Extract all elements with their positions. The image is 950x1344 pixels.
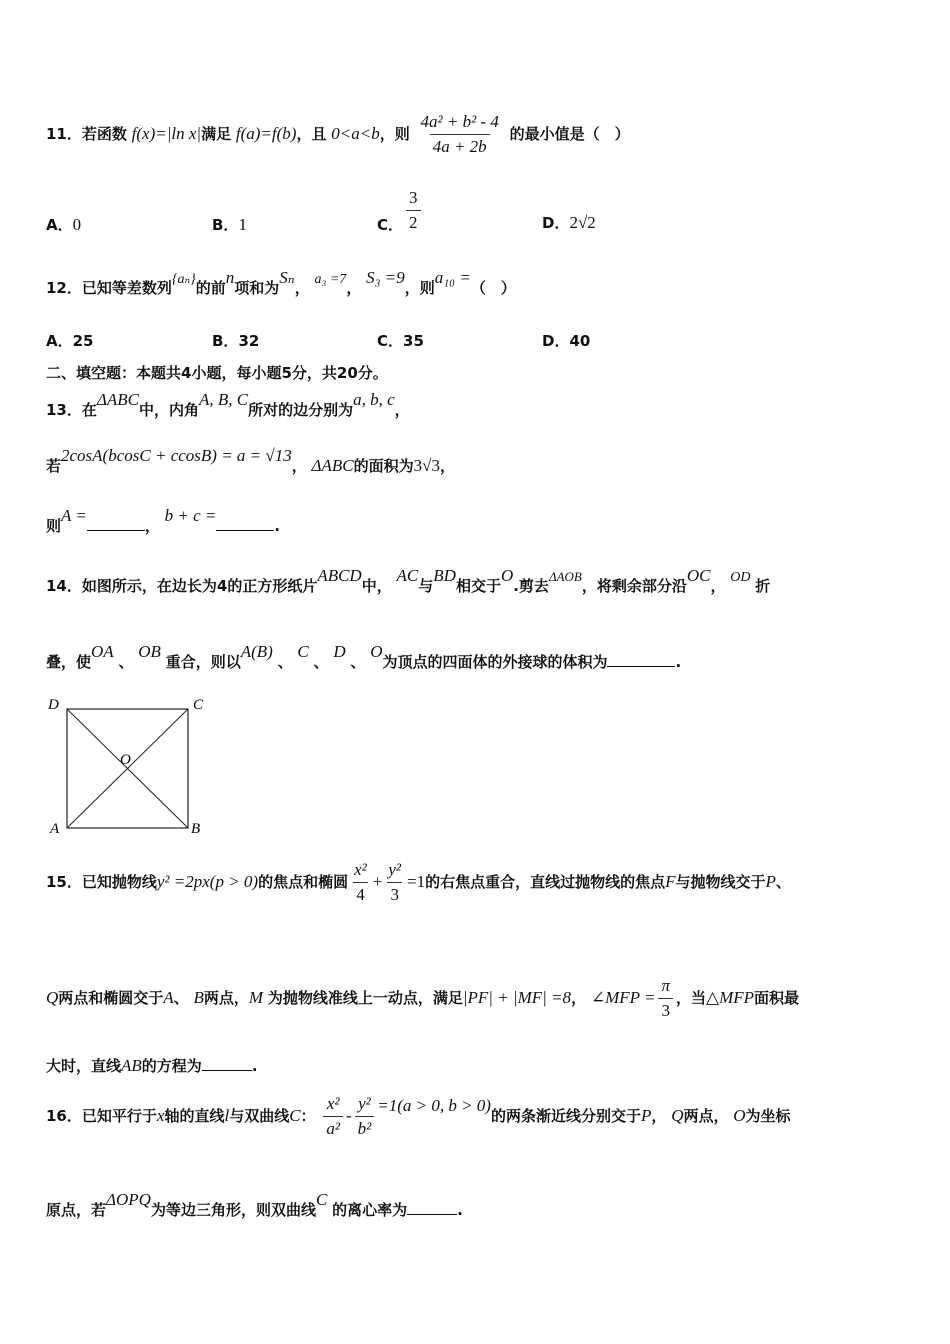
q11-function: f(x)=|ln x| bbox=[131, 123, 202, 143]
q13-answer-blank-bc[interactable] bbox=[216, 516, 274, 531]
q12-option-d[interactable]: D．40 bbox=[542, 332, 591, 350]
q15-number: 15． bbox=[46, 872, 82, 891]
question-13-line-3: 则A =， b + c =. bbox=[46, 506, 281, 535]
question-14-line-2: 叠，使OA 、 OB 重合，则以A(B) 、 C 、 D 、 O为顶点的四面体的外接球的体积为 . bbox=[46, 642, 682, 671]
q11-fraction: $\frac{\text{4a² + b² - 4}}{4a + 2b}$ bbox=[420, 112, 499, 157]
label-o: O bbox=[120, 752, 131, 768]
q11-number: 11． bbox=[46, 124, 82, 143]
question-16-line-1: 16．已知平行于x轴的直线l与双曲线C： $\frac{\text{x²}}{\text{a²}}$ - $\frac{\text{y²}}{\text{b²}}$ =1(a > 0, b > 0)的两条渐近线分别交于P， Q两点， O为坐标 bbox=[46, 1094, 791, 1139]
label-a: A bbox=[50, 821, 60, 837]
q11-option-c[interactable]: C． $\frac{3}{2}$ bbox=[377, 188, 424, 233]
question-15-line-3: 大时，直线AB的方程为 . bbox=[46, 1056, 258, 1075]
label-b: B bbox=[191, 821, 201, 837]
q15-answer-blank[interactable] bbox=[202, 1056, 252, 1071]
q13-number: 13． bbox=[46, 401, 82, 419]
section-2-heading: 二、填空题：本题共4小题，每小题5分，共20分。 bbox=[46, 364, 388, 382]
q11-option-b[interactable]: B．1 bbox=[212, 215, 247, 234]
square-figure bbox=[44, 694, 214, 838]
q11-option-d[interactable]: D．2√2 bbox=[542, 213, 596, 232]
q12-option-a[interactable]: A．25 bbox=[46, 332, 94, 350]
question-11-line: 11．若函数 f(x)=|ln x|满足 f(a)=f(b)，且 0<a<b，则 $\frac{\text{4a² + b² - 4}}{4a + 2b}$ 的最小值是（ ） bbox=[46, 112, 630, 157]
q12-number: 12． bbox=[46, 279, 82, 297]
q11-option-a[interactable]: A．0 bbox=[46, 215, 82, 234]
q14-number: 14． bbox=[46, 577, 82, 595]
question-14-line-1: 14．如图所示，在边长为4的正方形纸片ABCD中， AC与BD相交于O.剪去ΔAOB，将剩余部分沿OC， OD 折 bbox=[46, 566, 771, 595]
q14-answer-blank[interactable] bbox=[607, 652, 675, 667]
label-c: C bbox=[193, 697, 204, 713]
question-15-line-2: Q两点和椭圆交于A、 B两点，M 为抛物线准线上一动点，满足|PF| + |MF| =8， ∠MFP = $\frac{\pi}{3}$ ，当△MFP面积最 bbox=[46, 976, 800, 1021]
q12-option-b[interactable]: B．32 bbox=[212, 332, 260, 350]
q16-number: 16． bbox=[46, 1106, 82, 1125]
q16-answer-blank[interactable] bbox=[407, 1200, 457, 1215]
question-13-line-1: 13．在ΔABC中，内角A, B, C所对的边分别为a, b, c， bbox=[46, 390, 410, 419]
label-d: D bbox=[48, 697, 59, 713]
q12-option-c[interactable]: C．35 bbox=[377, 332, 424, 350]
question-13-line-2: 若2cosA(bcosC + ccosB) = a = √13， ΔABC的面积为3√3， bbox=[46, 446, 455, 475]
question-12-line: 12．已知等差数列{aₙ}的前n项和为Sₙ， a₃ =7， S₃ =9，则a₁₀ =（ ） bbox=[46, 268, 516, 297]
question-15-line-1: 15．已知抛物线y² =2px(p > 0)的焦点和椭圆 $\frac{\text{x²}}{4}$ + $\frac{\text{y²}}{3}$ =1的右焦点重合，直线过抛物线的焦点F与抛物线交于P、 bbox=[46, 860, 791, 905]
question-16-line-2: 原点，若ΔOPQ为等边三角形，则双曲线C 的离心率为 . bbox=[46, 1190, 463, 1219]
q13-answer-blank-a[interactable] bbox=[87, 516, 145, 531]
